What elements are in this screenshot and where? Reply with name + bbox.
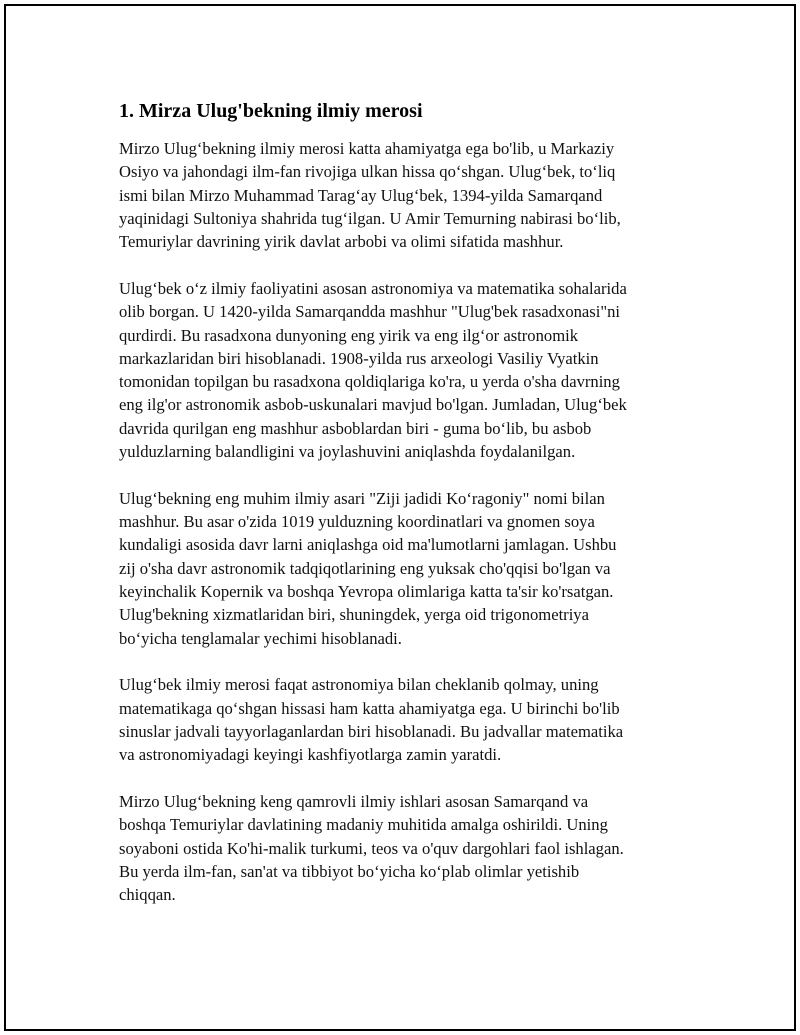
- paragraph: Ulug‘bek ilmiy merosi faqat astronomiya bilan cheklanib qolmay, uning matematikaga qo‘shgan hissasi ham katta ahamiyatga ega. U birinchi bo'lib sinuslar jadvali tayyorlaganlardan biri hisoblanadi. Bu jadvallar matematika va astronomiyadagi keyingi kashfiyotlarga zamin yaratdi.: [119, 675, 624, 765]
- paragraph: Ulug‘bekning eng muhim ilmiy asari "Ziji jadidi Ko‘ragoniy" nomi bilan mashhur. Bu asar o'zida 1019 yulduzning koordinatlari va gnomen soya kundaligi asosida davr larni aniqlashga oid ma'lumotlarni jamlagan. Ushbu zij o'sha davr astronomik tadqiqotlarining eng yuksak cho'qqisi bo'lgan va keyinchalik Kopernik va boshqa Yevropa olimlariga katta ta'sir ko'rsatgan. Ulug'bekning xizmatlaridan biri, shuningdek, yerga oid trigonometriya bo‘yicha tenglamalar yechimi hisoblanadi.: [119, 488, 617, 648]
- page-frame: [4, 4, 796, 1031]
- paragraph: Ulug‘bek o‘z ilmiy faoliyatini asosan astronomiya va matematika sohalarida olib borgan. U 1420-yilda Samarqandda mashhur "Ulug'bek rasadxonasi"ni qurdirdi. Bu rasadxona dunyoning eng yirik va eng ilg‘or astronomik markazlaridan biri hisoblanadi. 1908-yilda rus arxeologi Vasiliy Vyatkin tomonidan topilgan bu rasadxona qoldiqlariga ko'ra, u yerda o'sha davrning eng ilg'or astronomik asbob-uskunalari mavjud bo'lgan. Jumladan, Ulug‘bek davrida qurilgan eng mashhur asboblardan biri - guma bo‘lib, bu asbob yulduzlarning balandligini va joylashuvini aniqlashda foydalanilgan.: [119, 278, 627, 462]
- document-body: [119, 98, 689, 930]
- paragraph: Mirzo Ulug‘bekning keng qamrovli ilmiy ishlari asosan Samarqand va boshqa Temuriylar davlatining madaniy muhitida amalga oshirildi. Uning soyaboni ostida Ko'hi-malik turkumi, teos va o'quv dargohlari faol ishlagan. Bu yerda ilm-fan, san'at va tibbiyot bo‘yicha ko‘plab olimlar yetishib chiqqan.: [119, 792, 624, 905]
- paragraph: Mirzo Ulug‘bekning ilmiy merosi katta ahamiyatga ega bo'lib, u Markaziy Osiyo va jahondagi ilm-fan rivojiga ulkan hissa qo‘shgan. Ulug‘bek, to‘liq ismi bilan Mirzo Muhammad Tarag‘ay Ulug‘bek, 1394-yilda Samarqand yaqinidagi Sultoniya shahrida tug‘ilgan. U Amir Temurning nabirasi bo‘lib, Temuriylar davrining yirik davlat arbobi va olimi sifatida mashhur.: [119, 139, 621, 252]
- document-title: 1. Mirza Ulug'bekning ilmiy merosi: [119, 100, 423, 122]
